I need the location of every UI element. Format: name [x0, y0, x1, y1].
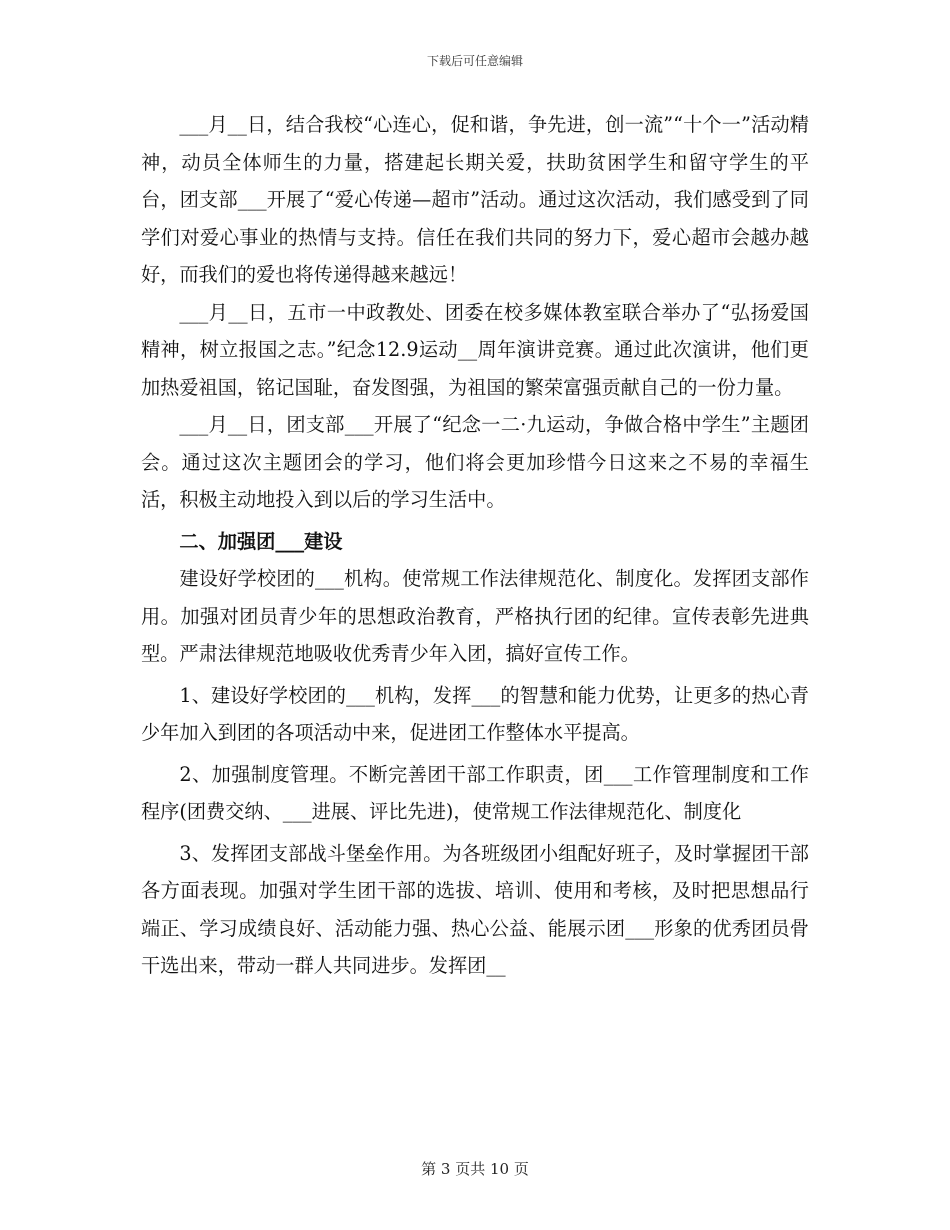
section-heading: 二、加强团___建设 [179, 529, 343, 553]
list-item-2: 2、加强制度管理。不断完善团干部工作职责，团___工作管理制度和工作程序(团费交纳、___进展、评比先进)，使常规工作法律规范化、制度化 [141, 762, 809, 823]
document-body [141, 106, 809, 985]
paragraph-2: ___月__日，五市一中政教处、团委在校多媒体教室联合举办了“弘扬爱国精神，树立报国之志。”纪念12.9运动__周年演讲竞赛。通过此次演讲，他们更加热爱祖国，铭记国耻，奋发图强，为祖国的繁荣富强贡献自己的一份力量。 [141, 300, 809, 399]
section-paragraph-1: 建设好学校团的___机构。使常规工作法律规范化、制度化。发挥团支部作用。加强对团员青少年的思想政治教育，严格执行团的纪律。宣传表彰先进典型。严肃法律规范地吸收优秀青少年入团，搞好宣传工作。 [141, 567, 809, 665]
page-footer: 第 3 页共 10 页 [421, 1160, 529, 1178]
paragraph-1: ___月__日，结合我校“心连心，促和谐，争先进，创一流”“十个一”活动精神，动员全体师生的力量，搭建起长期关爱，扶助贫困学生和留守学生的平台，团支部___开展了“爱心传递—超市”活动。通过这次活动，我们感受到了同学们对爱心事业的热情与支持。信任在我们共同的努力下，爱心超市会越办越好，而我们的爱也将传递得越来越远！ [141, 113, 809, 286]
list-item-3: 3、发挥团支部战斗堡垒作用。为各班级团小组配好班子，及时掌握团干部各方面表现。加强对学生团干部的选拔、培训、使用和考核，及时把思想品行端正、学习成绩良好、活动能力强、热心公益、能展示团___形象的优秀团员骨干选出来，带动一群人共同进步。发挥团__ [141, 841, 809, 977]
page-header: 下载后可任意编辑 [426, 54, 523, 68]
list-item-1: 1、建设好学校团的___机构，发挥___的智慧和能力优势，让更多的热心青少年加入到团的各项活动中来，促进团工作整体水平提高。 [141, 683, 809, 744]
paragraph-3: ___月__日，团支部___开展了“纪念一二·九运动，争做合格中学生”主题团会。通过这次主题团会的学习，他们将会更加珍惜今日这来之不易的幸福生活，积极主动地投入到以后的学习生活中。 [141, 413, 809, 511]
